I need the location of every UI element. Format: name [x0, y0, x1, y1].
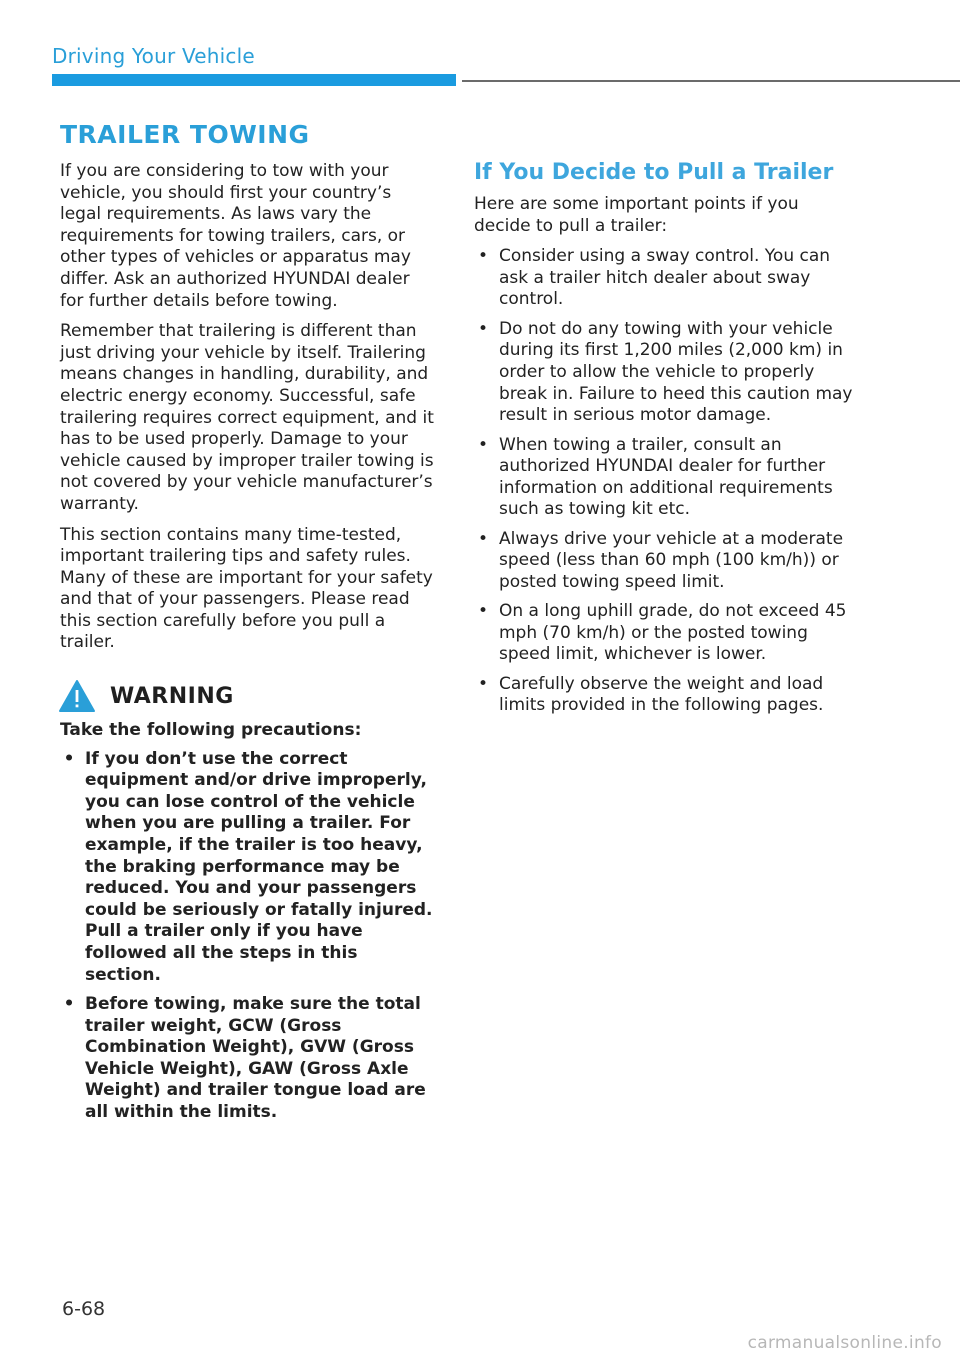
header-divider-rule [462, 80, 960, 82]
warning-intro: Take the following precautions: [60, 720, 362, 741]
list-item-text: Consider using a sway control. You can ask a trailer hitch dealer about sway control. [499, 246, 831, 310]
left-column [60, 120, 436, 1131]
list-item-text: If you don’t use the correct equipment and/or drive improperly, you can lose control of the vehicle when you are pulling a trailer. For example, if the trailer is too heavy, the braking performance may be reduced. You and your passengers could be seriously or fatally injured. Pull a trailer only if you have followed all the steps in this section. [85, 748, 433, 985]
list-item-text: On a long uphill grade, do not exceed 45 mph (70 km/h) or the posted towing speed limit, whichever is lower. [499, 601, 847, 665]
warning-box [60, 678, 436, 1123]
section-title: TRAILER TOWING [60, 120, 310, 149]
list-item: • When towing a trailer, consult an authorized HYUNDAI dealer for further information on additional requirements such as towing kit etc. [477, 434, 833, 520]
list-item-text: Carefully observe the weight and load limits provided in the following pages. [499, 673, 824, 716]
paragraph: If you are considering to tow with your vehicle, you should first your country’s legal requirements. As laws vary the requirements for towing trailers, cars, or other types of vehicles or apparatus may differ. Ask an authorized HYUNDAI dealer for further details before towing. [60, 161, 411, 311]
warning-triangle-icon [58, 679, 96, 713]
list-item: • Consider using a sway control. You can ask a trailer hitch dealer about sway control. [477, 246, 831, 310]
warning-header [60, 678, 436, 714]
subsection-title: If You Decide to Pull a Trailer [474, 160, 834, 185]
list-item-text: When towing a trailer, consult an authorized HYUNDAI dealer for further information on additional requirements such as towing kit etc. [499, 434, 833, 520]
warning-title: WARNING [110, 683, 234, 709]
list-item: • Before towing, make sure the total trailer weight, GCW (Gross Combination Weight), GVW (Gross Vehicle Weight), GAW (Gross Axle Weight) and trailer tongue load are all within the limits. [63, 993, 426, 1122]
warning-list [60, 749, 436, 1124]
list-item-text: Before towing, make sure the total trailer weight, GCW (Gross Combination Weight), GVW (Gross Vehicle Weight), GAW (Gross Axle Weight) and trailer tongue load are all within the limits. [85, 993, 426, 1122]
page-number: 6-68 [62, 1298, 106, 1320]
watermark: carmanualsonline.info [747, 1333, 942, 1353]
list-item: • Carefully observe the weight and load limits provided in the following pages. [477, 673, 824, 716]
tips-list [474, 246, 854, 717]
paragraph: Remember that trailering is different than just driving your vehicle by itself. Trailering means changes in handling, durability, and electric energy economy. Successful, safe trailering requires correct equipment, and it has to be used properly. Damage to your vehicle caused by improper trailer towing is not covered by your vehicle manufacturer’s warranty. [60, 321, 434, 514]
list-item: • If you don’t use the correct equipment and/or drive improperly, you can lose control of the vehicle when you are pulling a trailer. For example, if the trailer is too heavy, the braking performance may be reduced. You and your passengers could be seriously or fatally injured. Pull a trailer only if you have followed all the steps in this section. [63, 748, 433, 985]
right-column [474, 160, 854, 725]
header-accent-rule [52, 74, 456, 86]
list-item: • On a long uphill grade, do not exceed 45 mph (70 km/h) or the posted towing speed limit, whichever is lower. [477, 601, 847, 665]
list-item-text: Always drive your vehicle at a moderate speed (less than 60 mph (100 km/h)) or posted towing speed limit. [499, 528, 844, 592]
paragraph: This section contains many time-tested, important trailering tips and safety rules. Many of these are important for your safety and that of your passengers. Please read this section carefully before you pull a trailer. [60, 524, 433, 653]
list-item: • Always drive your vehicle at a moderate speed (less than 60 mph (100 km/h)) or posted towing speed limit. [477, 528, 844, 592]
chapter-title: Driving Your Vehicle [52, 44, 255, 68]
paragraph: Here are some important points if you decide to pull a trailer: [474, 194, 799, 236]
list-item-text: Do not do any towing with your vehicle during its first 1,200 miles (2,000 km) in order to allow the vehicle to properly break in. Failure to heed this caution may result in serious motor damage. [499, 318, 853, 426]
list-item: • Do not do any towing with your vehicle during its first 1,200 miles (2,000 km) in order to allow the vehicle to properly break in. Failure to heed this caution may result in serious motor damage. [477, 318, 853, 426]
